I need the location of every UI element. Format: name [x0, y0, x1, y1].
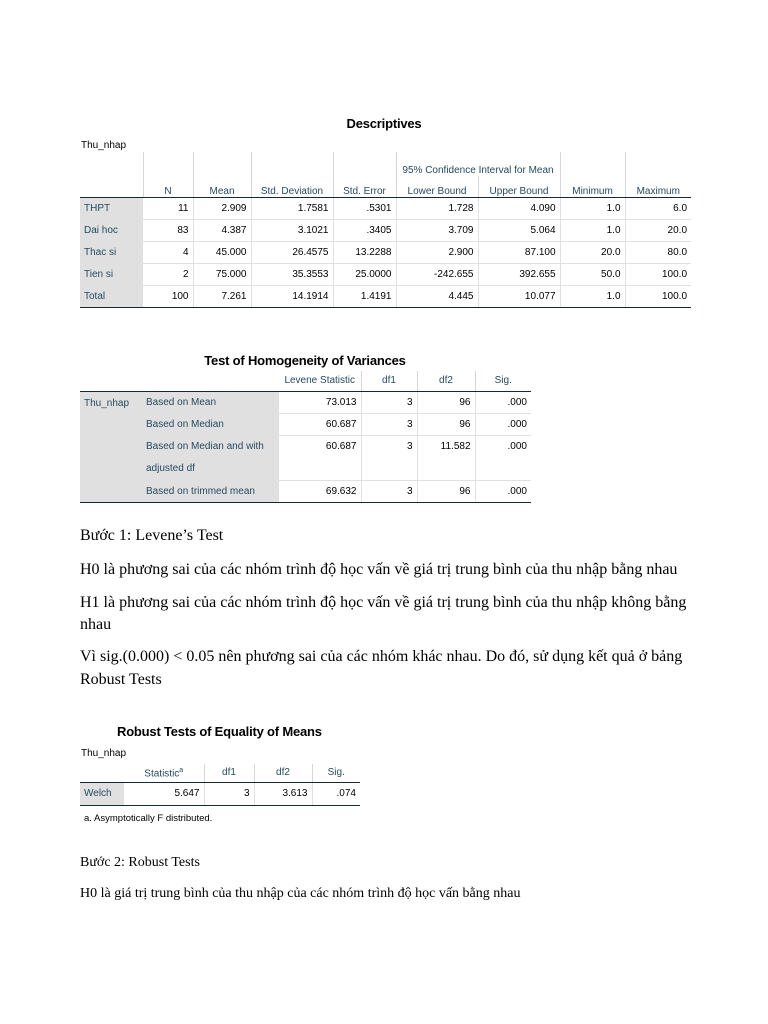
descriptives-corner [80, 152, 143, 176]
homogeneity-title: Test of Homogeneity of Variances [204, 353, 406, 368]
step1-heading: Bước 1: Levene’s Test [80, 527, 224, 544]
robust-title: Robust Tests of Equality of Means [117, 724, 322, 739]
row-label: Based on trimmed mean [142, 480, 279, 502]
col-header-upper-bound: Upper Bound [478, 176, 560, 197]
table-row: THPT 11 2.909 1.7581 .5301 1.728 4.090 1.0 6.0 [80, 197, 691, 219]
row-label [142, 435, 279, 480]
col-header-levene-statistic: Levene Statistic [279, 371, 361, 391]
col-header-df2: df2 [417, 371, 475, 391]
ci-group-header: 95% Confidence Interval for Mean [396, 152, 560, 176]
col-header-sig: Sig. [475, 371, 531, 391]
row-label: THPT [80, 197, 143, 219]
col-header-minimum: Minimum [560, 176, 625, 197]
robust-h0-statement: H0 là giá trị trung bình của thu nhập của các nhóm trình độ học vấn bằng nhau [80, 886, 521, 901]
table-row: Thac si 4 45.000 26.4575 13.2288 2.900 87.100 20.0 80.0 [80, 241, 691, 263]
descriptives-variable-label: Thu_nhap [81, 140, 127, 151]
table-row: Based on Median and with adjusted df 60.687 3 11.582 .000 [80, 435, 531, 480]
col-header-maximum: Maximum [625, 176, 691, 197]
row-label-line2: adjusted df [146, 462, 195, 474]
step2-heading: Bước 2: Robust Tests [80, 855, 200, 870]
col-header-df2: df2 [254, 764, 312, 782]
h1-statement-line1: H1 là phương sai của các nhóm trình độ học vấn về giá trị trung bình của thu nhập không bằng [80, 594, 687, 611]
table-row: Based on trimmed mean 69.632 3 96 .000 [80, 480, 531, 502]
row-label: Thac si [80, 241, 143, 263]
statistic-footnote-marker: a [179, 766, 184, 774]
table-row: Welch 5.647 3 3.613 .074 [80, 782, 360, 805]
robust-table [80, 764, 360, 806]
row-label: Based on Mean [142, 391, 279, 413]
col-header-n: N [143, 176, 193, 197]
h0-statement: H0 là phương sai của các nhóm trình độ học vấn về giá trị trung bình của thu nhập bằng nhau [80, 561, 678, 578]
table-row: Thu_nhap Based on Mean 73.013 3 96 .000 [80, 391, 531, 413]
col-header-sig: Sig. [312, 764, 360, 782]
row-label: Tien si [80, 263, 143, 285]
col-header-df1: df1 [204, 764, 254, 782]
table-row: Dai hoc 83 4.387 3.1021 .3405 3.709 5.064 1.0 20.0 [80, 219, 691, 241]
descriptives-title: Descriptives [346, 116, 422, 131]
table-row: Tien si 2 75.000 35.3553 25.0000 -242.655 392.655 50.0 100.0 [80, 263, 691, 285]
h1-statement-line2: nhau [80, 616, 112, 633]
table-row: Total 100 7.261 14.1914 1.4191 4.445 10.077 1.0 100.0 [80, 285, 691, 307]
table-row: Based on Median 60.687 3 96 .000 [80, 413, 531, 435]
row-label: Based on Median [142, 413, 279, 435]
row-label-line1: Based on Median and with [146, 440, 264, 452]
row-label: Welch [80, 782, 124, 805]
homogeneity-variable-label: Thu_nhap [80, 391, 142, 502]
col-header-std-deviation: Std. Deviation [251, 176, 333, 197]
conclusion-line2: Robust Tests [80, 671, 162, 688]
row-label: Total [80, 285, 143, 307]
robust-footnote: a. Asymptotically F distributed. [84, 813, 213, 824]
conclusion-line1: Vì sig.(0.000) < 0.05 nên phương sai của các nhóm khác nhau. Do đó, sử dụng kết quả ở bảng [80, 648, 683, 665]
homogeneity-table [80, 371, 531, 503]
row-label: Dai hoc [80, 219, 143, 241]
col-header-mean: Mean [193, 176, 251, 197]
col-header-df1: df1 [361, 371, 417, 391]
col-header-std-error: Std. Error [333, 176, 396, 197]
robust-variable-label: Thu_nhap [81, 748, 127, 759]
col-header-statistic: Statistic$^a$ [124, 764, 204, 782]
col-header-lower-bound: Lower Bound [396, 176, 478, 197]
descriptives-table [80, 152, 691, 308]
